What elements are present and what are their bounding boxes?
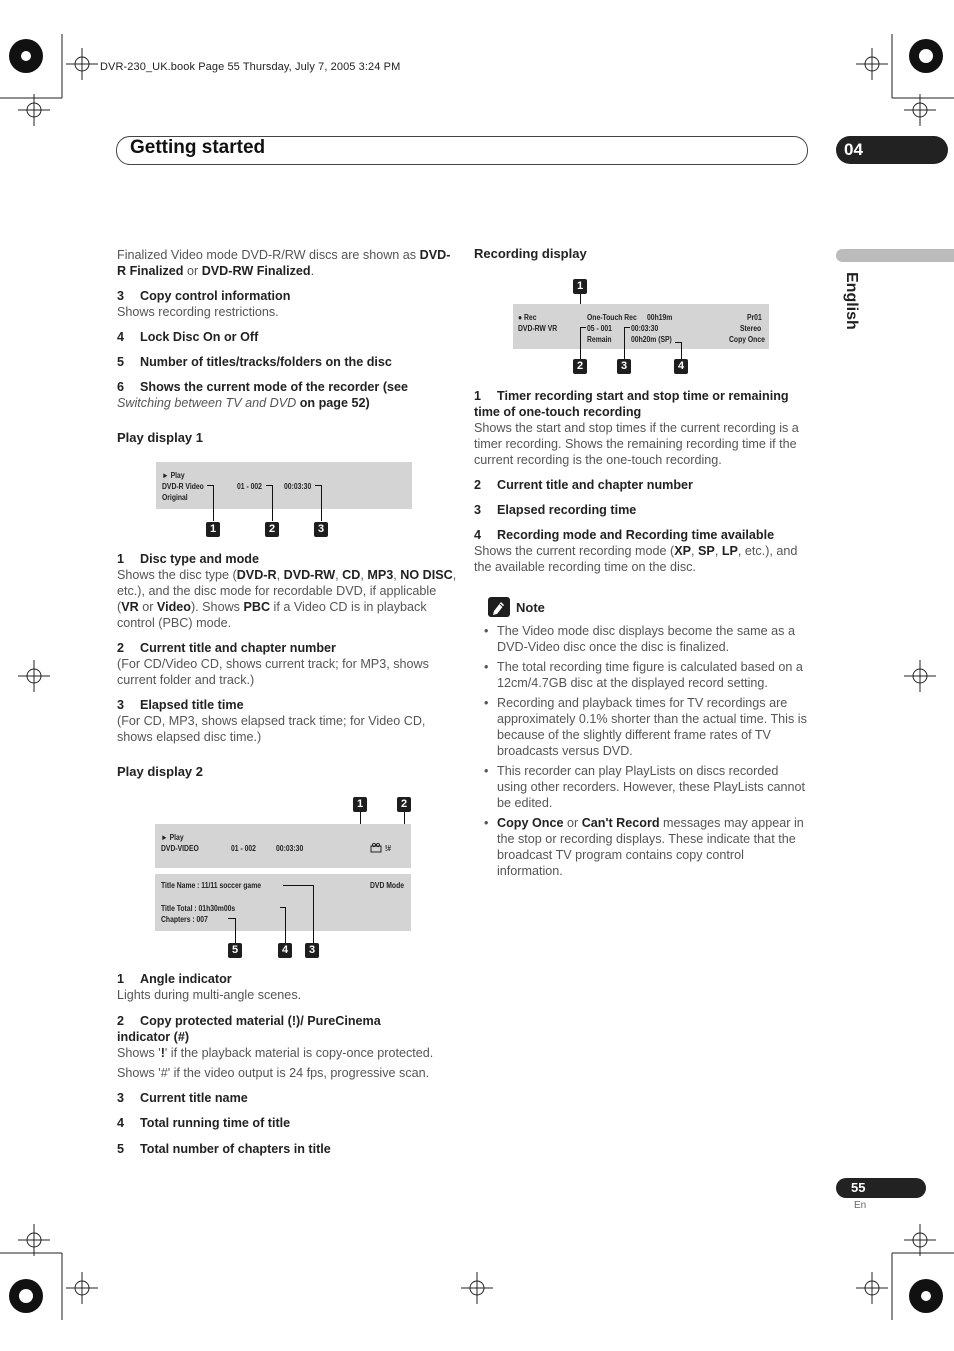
left-column	[117, 247, 457, 411]
callout-1: 1	[353, 797, 367, 812]
play-display-2-items	[117, 971, 457, 1157]
screen-one-touch-time: 00h19m	[647, 313, 673, 322]
rec-item-4-desc: Shows the current recording mode (XP, SP, LP, etc.), and the available recording time on the disc.	[474, 544, 798, 574]
rec-item-3-heading: 3 Elapsed recording time	[474, 503, 637, 517]
callout-4: 4	[674, 359, 688, 374]
play2-item-2-heading-cont: indicator (#)	[117, 1030, 190, 1044]
play1-item-1-desc: Shows the disc type (DVD-R, DVD-RW, CD, MP3, NO DISC, etc.), and the disc mode for recordable DVD, if applicable (VR or Video). Shows PBC if a Video CD is in playback control (PBC) mode.	[117, 568, 457, 630]
screen-title-total: Title Total : 01h30m00s	[161, 904, 236, 913]
play2-item-2-desc-1: Shows '!' if the playback material is copy-once protected.	[117, 1046, 434, 1060]
screen-one-touch-rec: One-Touch Rec	[587, 313, 637, 322]
play-display-2-heading: Play display 2	[117, 764, 203, 779]
callout-2: 2	[573, 359, 587, 374]
screen-elapsed: 00:03:30	[631, 324, 659, 333]
note-item: • The Video mode disc displays become the same as a DVD-Video disc once the disc is finalized.	[474, 623, 808, 655]
note-icon	[488, 597, 510, 617]
rec-item-1-heading: 1 Timer recording start and stop time or remaining	[474, 389, 789, 403]
screen-indicator-icons: !#	[385, 844, 392, 853]
callout-4: 4	[278, 943, 292, 958]
rec-item-1-desc: Shows the start and stop times if the current recording is a timer recording. Shows the remaining recording time if the current recording is the one-touch recording.	[474, 421, 799, 467]
note-list	[474, 623, 808, 883]
callout-2: 2	[265, 522, 279, 537]
intro-text: Finalized Video mode DVD-R/RW discs are shown as DVD-R Finalized or DVD-RW Finalized.	[117, 248, 451, 278]
screen-play-label: ► Play	[161, 833, 184, 842]
recording-display-screen	[513, 304, 769, 349]
play-display-1-items	[117, 551, 457, 745]
screen-program: Pr01	[747, 313, 762, 322]
page-number: 55	[836, 1178, 926, 1198]
callout-3: 3	[617, 359, 631, 374]
screen-dvd-mode: DVD Mode	[370, 881, 404, 890]
callout-3: 3	[305, 943, 319, 958]
item-6-heading: 6 Shows the current mode of the recorder (see	[117, 380, 409, 394]
screen-disc-type: DVD-R Video	[162, 482, 204, 491]
rec-item-1-heading-cont: time of one-touch recording	[474, 405, 642, 419]
language-tab: English	[843, 272, 860, 330]
screen-copy-status: Copy Once	[729, 335, 765, 344]
screen-chapters: Chapters : 007	[161, 915, 208, 924]
note-item: • The total recording time figure is calculated based on a 12cm/4.7GB disc at the displayed record setting.	[474, 659, 808, 691]
callout-5: 5	[228, 943, 242, 958]
screen-time: 00:03:30	[284, 482, 312, 491]
screen-disc-mode: Original	[162, 493, 188, 502]
callout-3: 3	[314, 522, 328, 537]
file-info: DVR-230_UK.book Page 55 Thursday, July 7, 2005 3:24 PM	[100, 61, 401, 73]
screen-track: 01 - 002	[237, 482, 262, 491]
item-4-heading: 4 Lock Disc On or Off	[117, 330, 259, 344]
angle-icon	[370, 843, 382, 853]
play2-item-2-desc-2: Shows '#' if the video output is 24 fps, progressive scan.	[117, 1066, 430, 1080]
screen-title-chapter: 05 - 001	[587, 324, 612, 333]
page-language: En	[854, 1200, 867, 1211]
play1-item-2-desc: (For CD/Video CD, shows current track; for MP3, shows current folder and track.)	[117, 657, 429, 687]
item-6-ref: Switching between TV and DVD on page 52)	[117, 396, 370, 410]
recording-items	[474, 388, 808, 575]
item-3-heading: 3 Copy control information	[117, 289, 291, 303]
note-item: • Recording and playback times for TV recordings are approximately 0.1% shorter than the actual time. This is because of the slightly different frame rates of TV broadcasts versus DVD.	[474, 695, 808, 759]
play2-item-3-heading: 3 Current title name	[117, 1091, 248, 1105]
screen-rec-indicator: ● Rec	[518, 313, 537, 322]
play2-item-1-desc: Lights during multi-angle scenes.	[117, 988, 302, 1002]
screen-title-name: Title Name : 11/11 soccer game	[161, 881, 262, 890]
play2-item-4-heading: 4 Total running time of title	[117, 1116, 291, 1130]
callout-2: 2	[397, 797, 411, 812]
screen-audio: Stereo	[740, 324, 762, 333]
play2-item-5-heading: 5 Total number of chapters in title	[117, 1142, 331, 1156]
play2-item-1-heading: 1 Angle indicator	[117, 972, 232, 986]
language-tab-bar	[836, 249, 954, 262]
play-display-1-heading: Play display 1	[117, 430, 203, 445]
screen-time: 00:03:30	[276, 844, 304, 853]
screen-disc-type: DVD-RW VR	[518, 324, 558, 333]
screen-remain-label: Remain	[587, 335, 612, 344]
callout-1: 1	[206, 522, 220, 537]
screen-remain-time: 00h20m (SP)	[631, 335, 672, 344]
screen-track: 01 - 002	[231, 844, 256, 853]
chapter-badge: 04	[836, 136, 948, 164]
play-display-2-screen-top	[155, 824, 411, 868]
play1-item-1-heading: 1 Disc type and mode	[117, 552, 259, 566]
rec-item-4-heading: 4 Recording mode and Recording time available	[474, 528, 775, 542]
rec-item-2-heading: 2 Current title and chapter number	[474, 478, 693, 492]
callout-1: 1	[573, 279, 587, 294]
screen-disc-type: DVD-VIDEO	[161, 844, 199, 853]
item-3-desc: Shows recording restrictions.	[117, 305, 279, 319]
play1-item-3-heading: 3 Elapsed title time	[117, 698, 244, 712]
screen-play-label: ► Play	[162, 471, 185, 480]
item-5-heading: 5 Number of titles/tracks/folders on the disc	[117, 355, 392, 369]
note-item: • This recorder can play PlayLists on discs recorded using other recorders. However, these PlayLists cannot be edited.	[474, 763, 808, 811]
play-display-2-screen-bottom	[155, 874, 411, 931]
note-item: • Copy Once or Can't Record messages may appear in the stop or recording displays. These indicate that the broadcast TV program contains copy control information.	[474, 815, 808, 879]
play1-item-2-heading: 2 Current title and chapter number	[117, 641, 336, 655]
play2-item-2-heading: 2 Copy protected material (!)/ PureCinema	[117, 1014, 381, 1028]
play-display-1-screen	[156, 462, 412, 509]
play1-item-3-desc: (For CD, MP3, shows elapsed track time; for Video CD, shows elapsed disc time.)	[117, 714, 426, 744]
page-title: Getting started	[130, 137, 266, 158]
note-label: Note	[516, 600, 545, 615]
recording-display-heading: Recording display	[474, 246, 587, 261]
